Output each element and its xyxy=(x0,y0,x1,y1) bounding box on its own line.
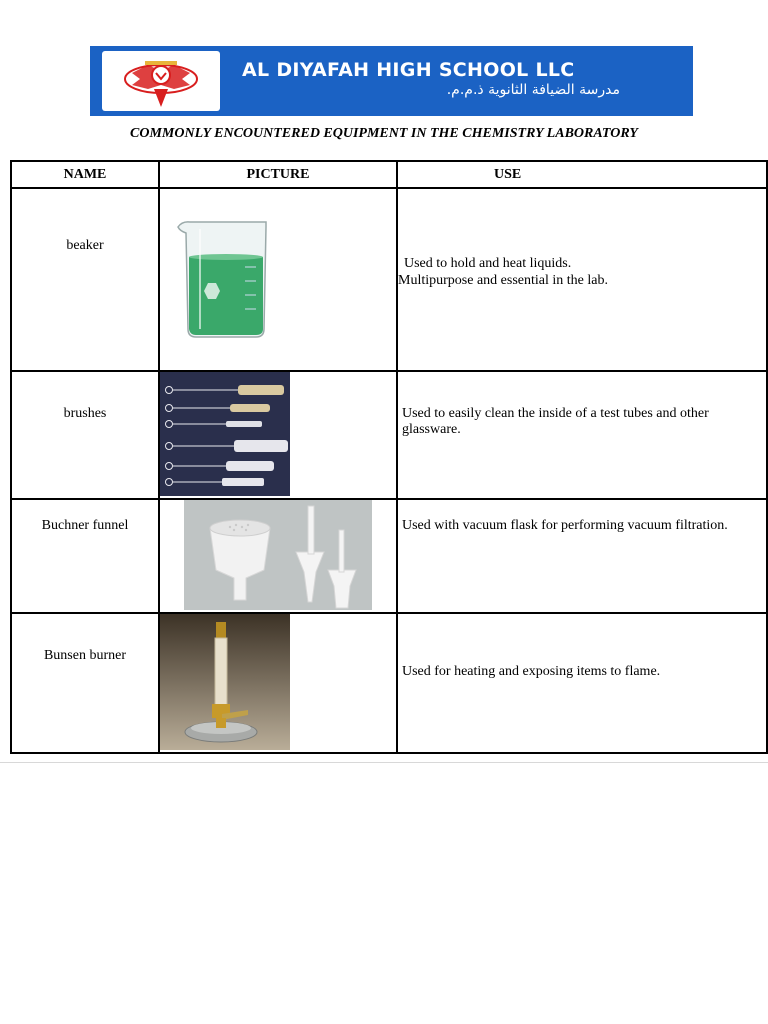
use-cell xyxy=(397,613,767,753)
table-row xyxy=(11,188,767,371)
table-header-row xyxy=(11,161,767,188)
school-crest-icon xyxy=(102,51,220,111)
table-row xyxy=(11,371,767,499)
school-name-english: AL DIYAFAH HIGH SCHOOL LLC xyxy=(242,59,575,81)
header-use: USE xyxy=(397,161,767,188)
header-name: NAME xyxy=(11,161,159,188)
use-text: Used for heating and exposing items to flame. xyxy=(402,664,661,679)
use-cell xyxy=(397,499,767,613)
school-banner xyxy=(90,46,693,116)
table-row xyxy=(11,499,767,613)
picture-cell xyxy=(159,613,397,753)
use-text: Used to hold and heat liquids. xyxy=(404,256,572,271)
document-title: COMMONLY ENCOUNTERED EQUIPMENT IN THE CHEMISTRY LABORATORY xyxy=(130,126,638,141)
use-cell xyxy=(397,188,767,371)
name-cell xyxy=(11,499,159,613)
beaker-photo-icon xyxy=(160,189,396,370)
use-text: Used with vacuum flask for performing vacuum filtration. xyxy=(402,518,728,533)
school-logo xyxy=(102,51,220,111)
name-cell xyxy=(11,188,159,371)
use-text: Used to easily clean the inside of a test tubes and other glassware. xyxy=(402,406,709,437)
buchner-funnel-photo-icon xyxy=(160,500,396,612)
name-cell xyxy=(11,371,159,499)
school-name-arabic: مدرسة الضيافة الثانوية ذ.م.م. xyxy=(446,82,620,98)
bunsen-burner-photo-icon xyxy=(160,614,396,752)
picture-cell xyxy=(159,499,397,613)
header-picture: PICTURE xyxy=(159,161,397,188)
name-cell xyxy=(11,613,159,753)
equipment-name: beaker xyxy=(66,238,104,253)
table-row xyxy=(11,613,767,753)
use-cell xyxy=(397,371,767,499)
equipment-table xyxy=(10,160,768,754)
brushes-photo-icon xyxy=(160,372,396,498)
picture-cell xyxy=(159,371,397,499)
equipment-name: Bunsen burner xyxy=(43,648,127,663)
equipment-name: Buchner funnel xyxy=(41,518,129,533)
picture-cell xyxy=(159,188,397,371)
equipment-name: brushes xyxy=(63,406,107,421)
use-text: Multipurpose and essential in the lab. xyxy=(398,273,608,288)
